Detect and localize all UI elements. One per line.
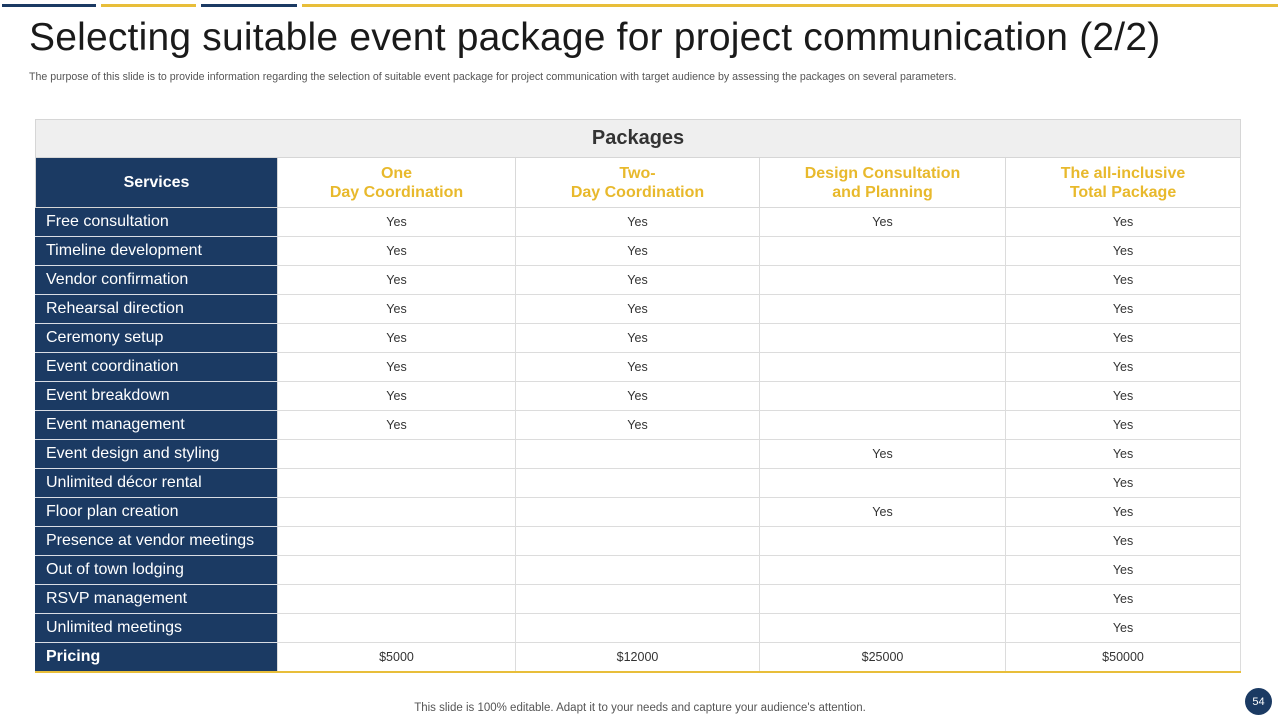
table-cell xyxy=(278,614,516,643)
column-header-two-day xyxy=(516,158,760,208)
table-row xyxy=(36,295,1241,324)
table-cell: Yes xyxy=(278,237,516,266)
service-label: Ceremony setup xyxy=(36,324,278,353)
table-cell: Yes xyxy=(760,440,1006,469)
table-cell xyxy=(760,324,1006,353)
price-cell: $12000 xyxy=(516,643,760,673)
column-header-line: One xyxy=(380,164,413,182)
service-label: RSVP management xyxy=(36,585,278,614)
top-accent-bar xyxy=(2,4,96,7)
table-cell xyxy=(516,585,760,614)
service-label: Timeline development xyxy=(36,237,278,266)
table-row xyxy=(36,353,1241,382)
service-label: Event coordination xyxy=(36,353,278,382)
table-row xyxy=(36,237,1241,266)
table-row xyxy=(36,585,1241,614)
table-cell: Yes xyxy=(1006,324,1241,353)
column-header-one-day xyxy=(278,158,516,208)
table-row xyxy=(36,440,1241,469)
table-cell: Yes xyxy=(278,353,516,382)
table-cell: Yes xyxy=(516,295,760,324)
service-label: Vendor confirmation xyxy=(36,266,278,295)
slide-subtitle: The purpose of this slide is to provide information regarding the selection of suitable event package for project communication with target audience by assessing the packages on several parameters. xyxy=(29,71,957,83)
table-cell xyxy=(278,556,516,585)
table-cell: Yes xyxy=(278,208,516,237)
table-cell xyxy=(760,585,1006,614)
column-header-total-package xyxy=(1006,158,1241,208)
column-header-line: Two- xyxy=(619,164,656,182)
service-label: Floor plan creation xyxy=(36,498,278,527)
table-cell: Yes xyxy=(516,208,760,237)
table-cell: Yes xyxy=(278,295,516,324)
table-cell xyxy=(278,498,516,527)
top-accent-bar xyxy=(302,4,1278,7)
table-cell: Yes xyxy=(1006,527,1241,556)
pricing-row xyxy=(36,643,1241,673)
table-cell: Yes xyxy=(278,324,516,353)
table-cell: Yes xyxy=(1006,556,1241,585)
service-label: Free consultation xyxy=(36,208,278,237)
services-header: Services xyxy=(36,158,278,208)
table-cell xyxy=(760,527,1006,556)
table-row xyxy=(36,382,1241,411)
table-cell: Yes xyxy=(278,382,516,411)
price-cell: $5000 xyxy=(278,643,516,673)
top-accent-bar xyxy=(201,4,297,7)
table-cell xyxy=(516,527,760,556)
table-cell xyxy=(760,237,1006,266)
table-cell xyxy=(516,556,760,585)
table-cell: Yes xyxy=(516,324,760,353)
table-cell xyxy=(278,469,516,498)
slide-title: Selecting suitable event package for project communication (2/2) xyxy=(29,16,1161,59)
price-cell: $25000 xyxy=(760,643,1006,673)
service-label: Event management xyxy=(36,411,278,440)
table-cell xyxy=(278,440,516,469)
table-cell: Yes xyxy=(1006,266,1241,295)
table-cell xyxy=(516,498,760,527)
table-cell: Yes xyxy=(1006,237,1241,266)
column-header-line: and Planning xyxy=(832,183,933,201)
service-label: Unlimited meetings xyxy=(36,614,278,643)
table-row xyxy=(36,324,1241,353)
pricing-label: Pricing xyxy=(36,643,278,673)
footer-note: This slide is 100% editable. Adapt it to your needs and capture your audience's attention. xyxy=(414,702,866,714)
column-header-line: The all-inclusive xyxy=(1060,164,1186,182)
table-cell: Yes xyxy=(1006,411,1241,440)
table-cell xyxy=(278,527,516,556)
table-row xyxy=(36,469,1241,498)
service-label: Event design and styling xyxy=(36,440,278,469)
table-row xyxy=(36,556,1241,585)
top-accent-bar xyxy=(101,4,196,7)
table-cell xyxy=(760,266,1006,295)
table-cell: Yes xyxy=(1006,614,1241,643)
table-cell xyxy=(760,295,1006,324)
table-cell: Yes xyxy=(760,208,1006,237)
table-cell: Yes xyxy=(1006,585,1241,614)
table-row xyxy=(36,527,1241,556)
table-cell xyxy=(516,469,760,498)
service-label: Presence at vendor meetings xyxy=(36,527,278,556)
column-header-line: Day Coordination xyxy=(570,183,705,201)
column-header-line: Design Consultation xyxy=(804,164,961,182)
column-header-design-consultation xyxy=(760,158,1006,208)
table-cell: Yes xyxy=(1006,353,1241,382)
table-cell xyxy=(760,411,1006,440)
table-cell: Yes xyxy=(1006,208,1241,237)
table-row xyxy=(36,614,1241,643)
table-cell: Yes xyxy=(516,237,760,266)
table-cell: Yes xyxy=(516,411,760,440)
table-row xyxy=(36,266,1241,295)
table-cell: Yes xyxy=(1006,469,1241,498)
table-row xyxy=(36,411,1241,440)
service-label: Out of town lodging xyxy=(36,556,278,585)
table-cell: Yes xyxy=(278,411,516,440)
table-cell xyxy=(760,382,1006,411)
table-cell xyxy=(760,353,1006,382)
price-cell: $50000 xyxy=(1006,643,1241,673)
table-cell xyxy=(516,614,760,643)
table-cell: Yes xyxy=(1006,440,1241,469)
column-header-line: Total Package xyxy=(1069,183,1177,201)
page-number-badge: 54 xyxy=(1245,688,1272,715)
service-label: Event breakdown xyxy=(36,382,278,411)
table-cell xyxy=(760,556,1006,585)
packages-group-header: Packages xyxy=(36,120,1241,158)
table-cell: Yes xyxy=(1006,498,1241,527)
table-cell xyxy=(278,585,516,614)
table-row xyxy=(36,498,1241,527)
table-cell xyxy=(516,440,760,469)
table-cell: Yes xyxy=(760,498,1006,527)
table-cell: Yes xyxy=(1006,382,1241,411)
table-cell: Yes xyxy=(278,266,516,295)
table-row xyxy=(36,208,1241,237)
column-header-line: Day Coordination xyxy=(329,183,464,201)
service-label: Unlimited décor rental xyxy=(36,469,278,498)
table-cell: Yes xyxy=(516,382,760,411)
table-cell xyxy=(760,469,1006,498)
table-cell: Yes xyxy=(516,353,760,382)
table-cell xyxy=(760,614,1006,643)
packages-table xyxy=(35,119,1241,673)
service-label: Rehearsal direction xyxy=(36,295,278,324)
table-cell: Yes xyxy=(516,266,760,295)
table-cell: Yes xyxy=(1006,295,1241,324)
